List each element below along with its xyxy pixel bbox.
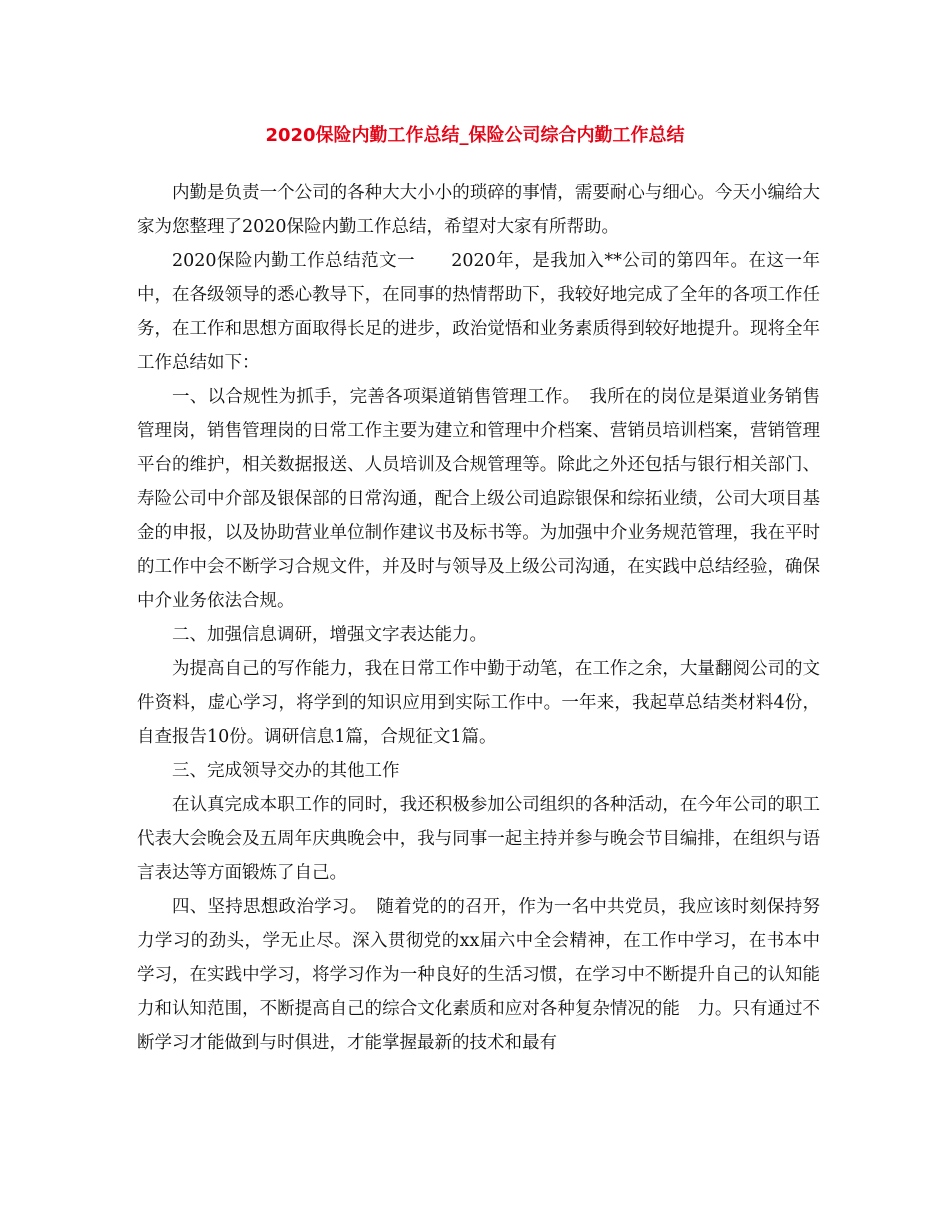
- paragraph-section-three-body: 在认真完成本职工作的同时，我还积极参加公司组织的各种活动，在今年公司的职工代表大会晚会及五周年庆典晚会中，我与同事一起主持并参与晚会节目编排，在组织与语言表达等方面锻炼了自己。: [137, 795, 820, 883]
- document-body: [137, 176, 820, 1060]
- paragraph-section-two-heading: 二、加强信息调研，增强文字表达能力。: [172, 625, 487, 645]
- paragraph-section-four: 四、坚持思想政治学习。 随着党的的召开，作为一名中共党员，我应该时刻保持努力学习的劲头，学无止尽。深入贯彻党的xx届六中全会精神，在工作中学习，在书本中学习，在实践中学习，将学习作为一种良好的生活习惯，在学习中不断提升自己的认知能力和认知范围，不断提高自己的综合文化素质和应对各种复杂情况的能 力。只有通过不断学习才能做到与时俱进，才能掌握最新的技术和最有: [137, 897, 820, 1053]
- document-title: 2020保险内勤工作总结_保险公司综合内勤工作总结: [265, 125, 685, 146]
- paragraph-section-three-heading: 三、完成领导交办的其他工作: [172, 761, 400, 781]
- paragraph-intro: 内勤是负责一个公司的各种大大小小的琐碎的事情，需要耐心与细心。今天小编给大家为您整理了2020保险内勤工作总结，希望对大家有所帮助。: [137, 183, 820, 237]
- paragraph-section-two-body: 为提高自己的写作能力，我在日常工作中勤于动笔，在工作之余，大量翻阅公司的文件资料，虚心学习，将学到的知识应用到实际工作中。一年来，我起草总结类材料4份，自查报告10份。调研信息1篇，合规征文1篇。: [137, 659, 820, 747]
- paragraph-section-one: 一、以合规性为抓手，完善各项渠道销售管理工作。 我所在的岗位是渠道业务销售管理岗，销售管理岗的日常工作主要为建立和管理中介档案、营销员培训档案，营销管理平台的维护，相关数据报送、人员培训及合规管理等。除此之外还包括与银行相关部门、寿险公司中介部及银保部的日常沟通，配合上级公司追踪银保和综拓业绩，公司大项目基金的申报，以及协助营业单位制作建议书及标书等。为加强中介业务规范管理，我在平时的工作中会不断学习合规文件，并及时与领导及上级公司沟通，在实践中总结经验，确保中介业务依法合规。: [137, 387, 820, 611]
- paragraph-sample-one: 2020保险内勤工作总结范文一 2020年，是我加入**公司的第四年。在这一年中，在各级领导的悉心教导下，在同事的热情帮助下，我较好地完成了全年的各项工作任务，在工作和思想方面取得长足的进步，政治觉悟和业务素质得到较好地提升。现将全年工作总结如下：: [137, 251, 820, 373]
